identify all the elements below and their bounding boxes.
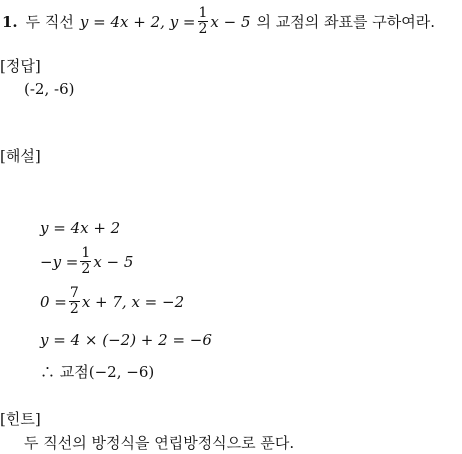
answer-value: (-2, -6): [24, 80, 75, 98]
line3-left: 0 =: [40, 292, 67, 311]
solution-line-1: y = 4x + 2: [40, 219, 121, 237]
hint-text: 두 직선의 방정식을 연립방정식으로 푼다.: [24, 434, 295, 452]
solution-line-4: y = 4 × (−2) + 2 = −6: [40, 331, 212, 349]
answer-label: [정답]: [0, 57, 41, 75]
solution-line-2: [40, 246, 133, 277]
solution-line-3: [40, 286, 184, 317]
solution-line-5: [40, 361, 154, 382]
line5-value: (−2, −6): [88, 362, 155, 381]
fraction-denominator: 2: [69, 301, 79, 317]
question-equation: y = 4x + 2, y =: [79, 12, 196, 31]
question-number: 1.: [2, 12, 18, 31]
line3-fraction: [69, 286, 80, 317]
fraction-denominator: 2: [81, 261, 91, 277]
question-equation-rest: x − 5: [210, 12, 251, 31]
fraction-denominator: 2: [198, 21, 208, 37]
solution-label: [해설]: [0, 147, 41, 165]
question-line: [2, 6, 435, 37]
line2-fraction: [80, 246, 91, 277]
question-text-before: 두 직선: [25, 12, 74, 31]
line2-left: −y =: [40, 252, 79, 271]
fraction-numerator: 7: [69, 285, 79, 301]
question-fraction: [198, 6, 209, 37]
line3-right: x + 7, x = −2: [81, 292, 185, 311]
line2-right: x − 5: [93, 252, 134, 271]
line5-prefix: ∴ 교점: [40, 363, 89, 381]
hint-label: [힌트]: [0, 410, 41, 428]
question-text-after: 의 교점의 좌표를 구하여라.: [256, 12, 435, 31]
fraction-numerator: 1: [81, 245, 91, 261]
fraction-numerator: 1: [198, 5, 208, 21]
